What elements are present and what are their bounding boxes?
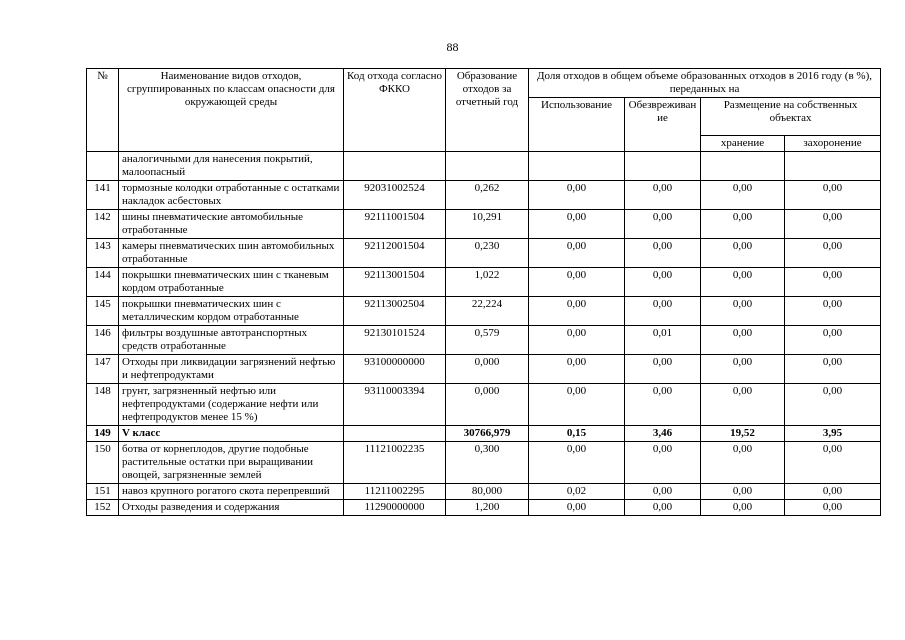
row-use: 0,00 bbox=[529, 181, 625, 210]
row-waste-name: покрышки пневматических шин с тканевым кордом отработанные bbox=[119, 268, 344, 297]
row-burial: 0,00 bbox=[785, 384, 881, 426]
row-storage: 0,00 bbox=[701, 442, 785, 484]
row-formation: 1,200 bbox=[446, 500, 529, 516]
table-row bbox=[87, 268, 881, 297]
row-waste-name: аналогичными для нанесения покрытий, малоопасный bbox=[119, 152, 344, 181]
row-neutralization: 0,00 bbox=[625, 355, 701, 384]
header-share: Доля отходов в общем объеме образованных отходов в 2016 году (в %), переданных на bbox=[529, 69, 881, 98]
row-formation: 80,000 bbox=[446, 484, 529, 500]
row-waste-name: Отходы разведения и содержания bbox=[119, 500, 344, 516]
table-body bbox=[87, 152, 881, 516]
row-fkko-code: 93100000000 bbox=[344, 355, 446, 384]
table-row bbox=[87, 239, 881, 268]
header-use: Использование bbox=[529, 98, 625, 152]
table-row bbox=[87, 181, 881, 210]
row-fkko-code: 92112001504 bbox=[344, 239, 446, 268]
row-neutralization: 0,00 bbox=[625, 297, 701, 326]
row-burial bbox=[785, 152, 881, 181]
row-formation: 22,224 bbox=[446, 297, 529, 326]
row-burial: 0,00 bbox=[785, 239, 881, 268]
row-formation: 0,579 bbox=[446, 326, 529, 355]
table-row bbox=[87, 384, 881, 426]
row-fkko-code: 92111001504 bbox=[344, 210, 446, 239]
row-waste-name: фильтры воздушные автотранспортных средств отработанные bbox=[119, 326, 344, 355]
row-fkko-code: 93110003394 bbox=[344, 384, 446, 426]
table-row bbox=[87, 210, 881, 239]
row-storage bbox=[701, 152, 785, 181]
row-neutralization: 0,00 bbox=[625, 442, 701, 484]
header-code: Код отхода согласно ФККО bbox=[344, 69, 446, 152]
row-number: 144 bbox=[87, 268, 119, 297]
row-waste-name: шины пневматические автомобильные отработанные bbox=[119, 210, 344, 239]
row-number bbox=[87, 152, 119, 181]
row-neutralization: 3,46 bbox=[625, 426, 701, 442]
row-fkko-code bbox=[344, 152, 446, 181]
row-neutralization: 0,00 bbox=[625, 239, 701, 268]
row-use: 0,00 bbox=[529, 500, 625, 516]
row-number: 141 bbox=[87, 181, 119, 210]
table-row bbox=[87, 152, 881, 181]
row-neutralization bbox=[625, 152, 701, 181]
row-waste-name: камеры пневматических шин автомобильных отработанные bbox=[119, 239, 344, 268]
row-number: 148 bbox=[87, 384, 119, 426]
row-use: 0,02 bbox=[529, 484, 625, 500]
row-burial: 0,00 bbox=[785, 442, 881, 484]
row-burial: 3,95 bbox=[785, 426, 881, 442]
row-neutralization: 0,00 bbox=[625, 210, 701, 239]
row-fkko-code: 92113002504 bbox=[344, 297, 446, 326]
row-number: 149 bbox=[87, 426, 119, 442]
row-fkko-code bbox=[344, 426, 446, 442]
row-use: 0,00 bbox=[529, 355, 625, 384]
row-fkko-code: 92130101524 bbox=[344, 326, 446, 355]
row-neutralization: 0,00 bbox=[625, 500, 701, 516]
row-storage: 0,00 bbox=[701, 384, 785, 426]
row-neutralization: 0,00 bbox=[625, 384, 701, 426]
row-formation: 0,262 bbox=[446, 181, 529, 210]
row-use: 0,00 bbox=[529, 442, 625, 484]
row-storage: 19,52 bbox=[701, 426, 785, 442]
table-row bbox=[87, 442, 881, 484]
row-formation: 0,230 bbox=[446, 239, 529, 268]
row-neutralization: 0,00 bbox=[625, 181, 701, 210]
row-burial: 0,00 bbox=[785, 297, 881, 326]
row-use: 0,00 bbox=[529, 384, 625, 426]
row-burial: 0,00 bbox=[785, 326, 881, 355]
row-number: 146 bbox=[87, 326, 119, 355]
row-formation: 0,000 bbox=[446, 355, 529, 384]
table-row bbox=[87, 484, 881, 500]
row-number: 145 bbox=[87, 297, 119, 326]
row-neutralization: 0,00 bbox=[625, 484, 701, 500]
table-row bbox=[87, 297, 881, 326]
table-row bbox=[87, 426, 881, 442]
row-burial: 0,00 bbox=[785, 210, 881, 239]
header-storage: хранение bbox=[701, 136, 785, 152]
row-burial: 0,00 bbox=[785, 500, 881, 516]
row-use: 0,00 bbox=[529, 297, 625, 326]
page-number: 88 bbox=[446, 40, 459, 54]
row-number: 142 bbox=[87, 210, 119, 239]
row-use: 0,00 bbox=[529, 210, 625, 239]
row-formation: 30766,979 bbox=[446, 426, 529, 442]
header-name: Наименование видов отходов, сгруппированных по классам опасности для окружающей среды bbox=[119, 69, 344, 152]
header-neutral: Обезвреживание bbox=[625, 98, 701, 152]
row-number: 143 bbox=[87, 239, 119, 268]
row-waste-name: покрышки пневматических шин с металлическим кордом отработанные bbox=[119, 297, 344, 326]
row-waste-name: V класс bbox=[119, 426, 344, 442]
table-row bbox=[87, 326, 881, 355]
row-number: 152 bbox=[87, 500, 119, 516]
table-row bbox=[87, 355, 881, 384]
row-fkko-code: 11211002295 bbox=[344, 484, 446, 500]
row-storage: 0,00 bbox=[701, 210, 785, 239]
row-storage: 0,00 bbox=[701, 297, 785, 326]
row-formation: 0,300 bbox=[446, 442, 529, 484]
row-burial: 0,00 bbox=[785, 484, 881, 500]
header-burial: захоронение bbox=[785, 136, 881, 152]
row-storage: 0,00 bbox=[701, 326, 785, 355]
row-waste-name: тормозные колодки отработанные с остатками накладок асбестовых bbox=[119, 181, 344, 210]
row-waste-name: грунт, загрязненный нефтью или нефтепродуктами (содержание нефти или нефтепродуктов менее 15 %) bbox=[119, 384, 344, 426]
row-number: 150 bbox=[87, 442, 119, 484]
row-use: 0,00 bbox=[529, 326, 625, 355]
waste-table bbox=[86, 68, 881, 516]
row-fkko-code: 92031002524 bbox=[344, 181, 446, 210]
row-burial: 0,00 bbox=[785, 355, 881, 384]
row-use: 0,00 bbox=[529, 268, 625, 297]
row-storage: 0,00 bbox=[701, 181, 785, 210]
row-storage: 0,00 bbox=[701, 355, 785, 384]
row-storage: 0,00 bbox=[701, 500, 785, 516]
row-number: 151 bbox=[87, 484, 119, 500]
row-burial: 0,00 bbox=[785, 181, 881, 210]
row-storage: 0,00 bbox=[701, 239, 785, 268]
row-burial: 0,00 bbox=[785, 268, 881, 297]
row-neutralization: 0,00 bbox=[625, 268, 701, 297]
header-placement: Размещение на собственных объектах bbox=[701, 98, 881, 136]
row-formation: 10,291 bbox=[446, 210, 529, 239]
row-neutralization: 0,01 bbox=[625, 326, 701, 355]
table-row bbox=[87, 500, 881, 516]
row-storage: 0,00 bbox=[701, 484, 785, 500]
row-waste-name: навоз крупного рогатого скота перепревший bbox=[119, 484, 344, 500]
row-fkko-code: 11121002235 bbox=[344, 442, 446, 484]
row-use: 0,15 bbox=[529, 426, 625, 442]
row-fkko-code: 92113001504 bbox=[344, 268, 446, 297]
row-formation: 0,000 bbox=[446, 384, 529, 426]
row-use: 0,00 bbox=[529, 239, 625, 268]
row-storage: 0,00 bbox=[701, 268, 785, 297]
header-num: № bbox=[87, 69, 119, 152]
row-use bbox=[529, 152, 625, 181]
row-formation: 1,022 bbox=[446, 268, 529, 297]
header-formation: Образование отходов за отчетный год bbox=[446, 69, 529, 152]
row-number: 147 bbox=[87, 355, 119, 384]
row-waste-name: ботва от корнеплодов, другие подобные растительные остатки при выращивании овощей, загрязненные землей bbox=[119, 442, 344, 484]
row-formation bbox=[446, 152, 529, 181]
row-fkko-code: 11290000000 bbox=[344, 500, 446, 516]
row-waste-name: Отходы при ликвидации загрязнений нефтью и нефтепродуктами bbox=[119, 355, 344, 384]
